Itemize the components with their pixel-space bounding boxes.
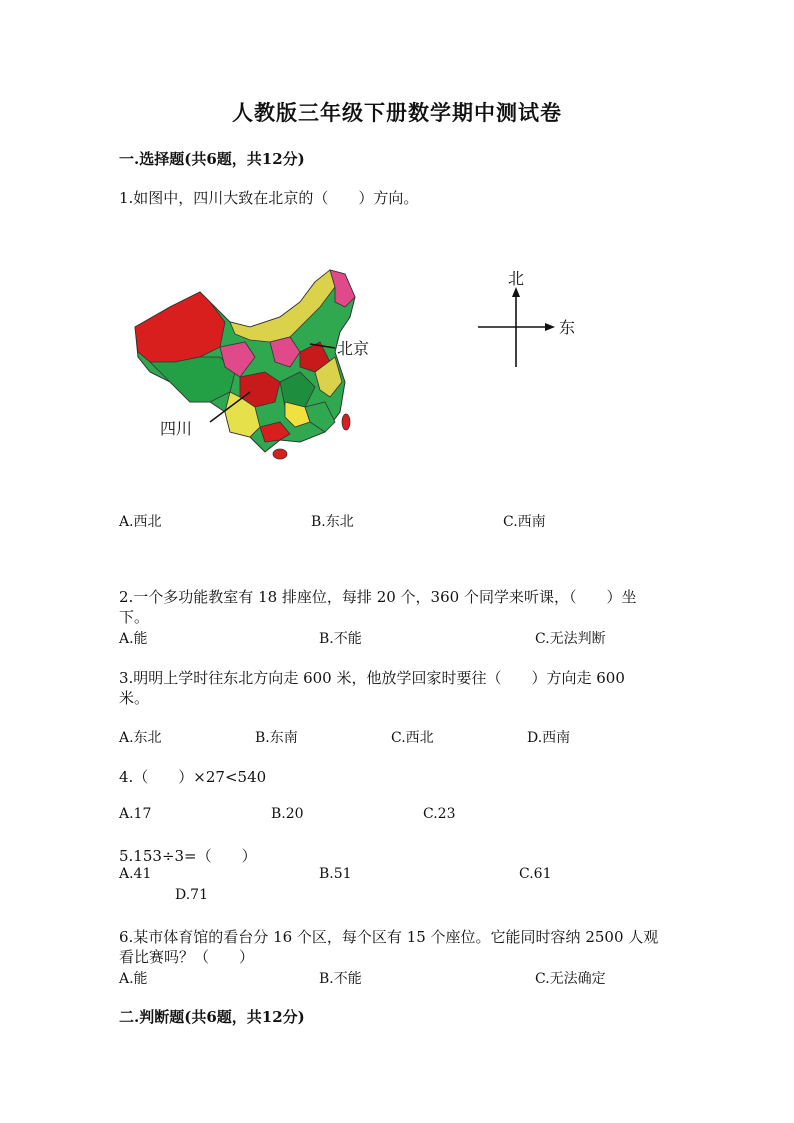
section-heading-choice: 一.选择题(共6题，共12分) — [119, 150, 305, 168]
q3-option-b: B.东南 — [255, 730, 298, 746]
question-6-text-line1: 6.某市体育馆的看台分 16 个区，每个区有 15 个座位。它能同时容纳 2500 人观 — [119, 928, 659, 946]
q2-option-c: C.无法判断 — [535, 631, 606, 647]
question-2-text-line1: 2.一个多功能教室有 18 排座位，每排 20 个，360 个同学来听课，（ ）坐 — [119, 588, 637, 606]
map-label-sichuan: 四川 — [160, 419, 193, 438]
compass-diagram — [475, 265, 585, 375]
question-3-text-line2: 米。 — [119, 689, 150, 707]
q6-option-c: C.无法确定 — [535, 971, 606, 987]
east-arrow-icon — [545, 323, 555, 331]
section-heading-judgment: 二.判断题(共6题，共12分) — [119, 1008, 305, 1026]
q4-option-c: C.23 — [423, 806, 456, 822]
q1-option-c: C.西南 — [503, 514, 546, 530]
q2-option-a: A.能 — [119, 631, 148, 647]
question-6-text-line2: 看比赛吗？（ ） — [119, 948, 255, 966]
q5-option-c: C.61 — [519, 866, 552, 882]
q5-option-d: D.71 — [175, 887, 208, 903]
question-4-text: 4.（ ）×27<540 — [119, 768, 267, 786]
q3-option-c: C.西北 — [391, 730, 434, 746]
compass-north-label: 北 — [508, 269, 525, 288]
compass-east-label: 东 — [559, 318, 576, 337]
q4-option-b: B.20 — [271, 806, 304, 822]
question-5-text: 5.153÷3=（ ） — [119, 847, 257, 865]
page-title: 人教版三年级下册数学期中测试卷 — [232, 100, 562, 125]
china-map-image — [130, 262, 370, 462]
question-1-text: 1.如图中，四川大致在北京的（ ）方向。 — [119, 189, 419, 207]
question-3-text-line1: 3.明明上学时往东北方向走 600 米，他放学回家时要往（ ）方向走 600 — [119, 669, 625, 687]
q4-option-a: A.17 — [119, 806, 152, 822]
q6-option-a: A.能 — [119, 971, 148, 987]
q1-option-a: A.西北 — [119, 514, 162, 530]
question-2-text-line2: 下。 — [119, 608, 150, 626]
q5-option-b: B.51 — [319, 866, 352, 882]
q1-option-b: B.东北 — [311, 514, 354, 530]
q3-option-d: D.西南 — [527, 730, 571, 746]
q5-option-a: A.41 — [119, 866, 152, 882]
q6-option-b: B.不能 — [319, 971, 362, 987]
q2-option-b: B.不能 — [319, 631, 362, 647]
q3-option-a: A.东北 — [119, 730, 162, 746]
map-label-beijing: 北京 — [337, 339, 370, 358]
north-arrow-icon — [512, 287, 520, 297]
